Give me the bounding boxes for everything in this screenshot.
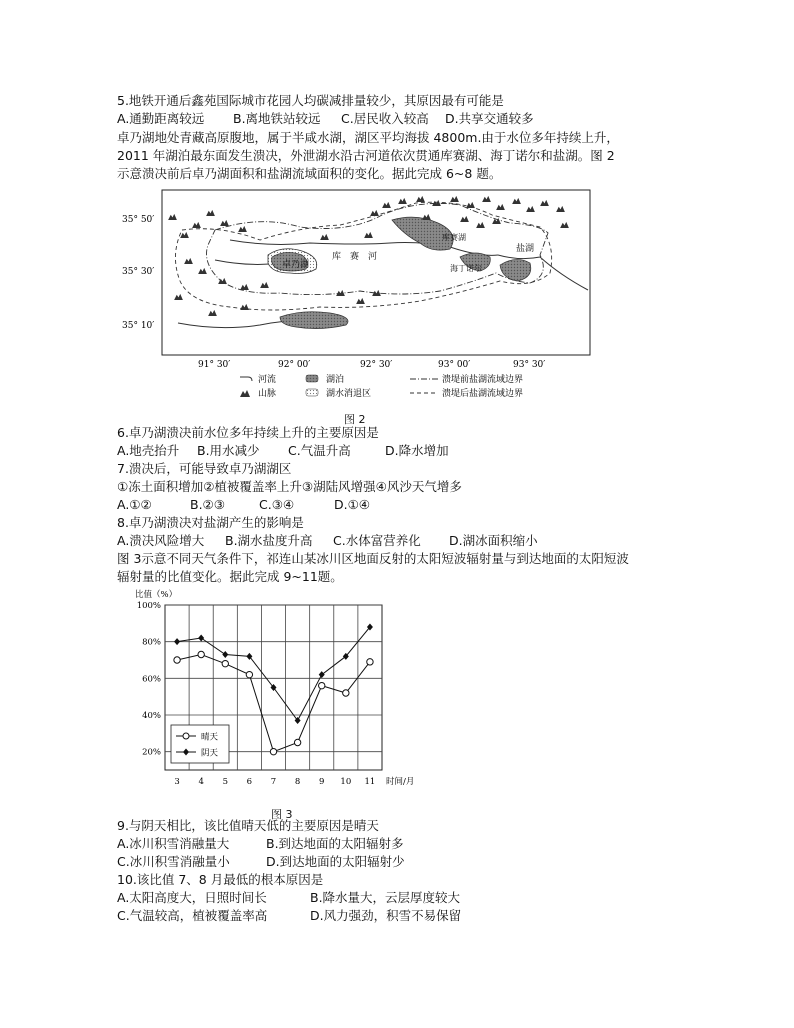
q8-option-c[interactable]: C.水体富营养化 xyxy=(333,533,421,548)
x-tick-label: 5 xyxy=(222,777,228,787)
y-tick-label: 20% xyxy=(142,747,161,758)
lon-label-4: 93° 00′ xyxy=(438,360,471,370)
label-haiding: 海丁诺尔 xyxy=(450,264,482,273)
data-point-sunny xyxy=(270,748,276,754)
q9-options-row-2 xyxy=(117,853,405,871)
x-tick-label: 3 xyxy=(174,777,180,787)
q7-stem: 7.溃决后，可能导致卓乃湖湖区 xyxy=(117,461,292,476)
q6-stem: 6.卓乃湖溃决前水位多年持续上升的主要原因是 xyxy=(117,425,379,440)
q8-stem: 8.卓乃湖溃决对盐湖产生的影响是 xyxy=(117,515,304,530)
q10-stem: 10.该比值 7、8 月最低的根本原因是 xyxy=(117,872,324,887)
q10-option-a[interactable]: A.太阳高度大，日照时间长 xyxy=(117,890,267,905)
q10-option-b[interactable]: B.降水量大，云层厚度较大 xyxy=(310,890,461,905)
q7-options xyxy=(117,496,370,514)
legend-lake-text: 湖泊 xyxy=(326,375,345,385)
legend-mountain-text: 山脉 xyxy=(258,389,277,399)
q7-option-b[interactable]: B.②③ xyxy=(190,497,225,512)
legend-retreat-text: 湖水消退区 xyxy=(326,389,372,399)
x-tick-label: 6 xyxy=(246,777,253,787)
lat-label-3: 35° 10′ xyxy=(122,321,155,331)
q7-option-a[interactable]: A.①② xyxy=(117,497,152,512)
q10-options-row-1 xyxy=(117,889,460,907)
figure-3-caption: 图 3 xyxy=(271,808,293,821)
passage1-line-1: 卓乃湖地处青藏高原腹地，属于半咸水湖，湖区平均海拔 4800m.由于水位多年持续上升， xyxy=(117,130,619,145)
legend-mountain-symbol xyxy=(240,390,250,397)
q9-option-b[interactable]: B.到达地面的太阳辐射多 xyxy=(266,836,404,851)
label-zhuonai: 卓乃湖 xyxy=(282,260,310,270)
legend-sunny-marker xyxy=(183,733,189,739)
label-kusai-river: 库 赛 河 xyxy=(332,252,378,262)
q5-option-a[interactable]: A.通勤距离较远 xyxy=(117,111,205,126)
lat-label-1: 35° 50′ xyxy=(122,215,155,225)
q6-option-d[interactable]: D.降水增加 xyxy=(385,443,449,458)
label-yanhu: 盐湖 xyxy=(516,244,535,254)
figure-2-map xyxy=(120,185,610,410)
q7-items: ①冻土面积增加②植被覆盖率上升③湖陆风增强④风沙天气增多 xyxy=(117,479,462,494)
q5-stem: 5.地铁开通后鑫苑国际城市花园人均碳减排量较少，其原因最有可能是 xyxy=(117,93,504,108)
q5-option-b[interactable]: B.离地铁站较远 xyxy=(233,111,321,126)
y-tick-label: 60% xyxy=(142,674,161,685)
x-tick-label: 4 xyxy=(198,777,204,787)
label-kusai-lake: 库赛湖 xyxy=(442,233,466,242)
q9-options-row-1 xyxy=(117,835,404,853)
legend-cloudy-label: 阴天 xyxy=(201,748,219,759)
x-axis-title: 时间/月 xyxy=(386,777,415,787)
q6-option-c[interactable]: C.气温升高 xyxy=(288,443,351,458)
q7-option-d[interactable]: D.①④ xyxy=(334,497,371,512)
data-point-sunny xyxy=(222,660,228,666)
q6-options xyxy=(117,442,449,460)
data-point-sunny xyxy=(367,659,373,665)
legend-boundary-before-text: 溃堤前盐湖流域边界 xyxy=(442,375,524,385)
passage1-line-3: 示意溃决前后卓乃湖面积和盐湖流域面积的变化。据此完成 6~8 题。 xyxy=(117,166,502,181)
chart-legend-box xyxy=(171,725,229,763)
q8-option-b[interactable]: B.湖水盐度升高 xyxy=(225,533,313,548)
data-point-sunny xyxy=(319,682,325,688)
lon-label-3: 92° 30′ xyxy=(360,360,393,370)
x-tick-label: 8 xyxy=(294,777,301,787)
figure-3-chart xyxy=(120,585,440,820)
legend-river-symbol xyxy=(240,377,252,381)
q7-option-c[interactable]: C.③④ xyxy=(259,497,295,512)
x-tick-label: 11 xyxy=(364,777,376,787)
lon-label-5: 93° 30′ xyxy=(513,360,546,370)
q8-option-d[interactable]: D.湖冰面积缩小 xyxy=(449,533,538,548)
q8-option-a[interactable]: A.溃决风险增大 xyxy=(117,533,205,548)
q10-options-row-2 xyxy=(117,907,461,925)
q6-option-b[interactable]: B.用水减少 xyxy=(197,443,260,458)
q9-option-d[interactable]: D.到达地面的太阳辐射少 xyxy=(266,854,405,869)
q5-option-c[interactable]: C.居民收入较高 xyxy=(341,111,429,126)
q5-options xyxy=(117,110,534,128)
q8-options xyxy=(117,532,538,550)
q9-stem: 9.与阴天相比，该比值晴天低的主要原因是晴天 xyxy=(117,818,379,833)
data-point-sunny xyxy=(246,671,252,677)
q6-option-a[interactable]: A.地壳抬升 xyxy=(117,443,180,458)
legend-river-text: 河流 xyxy=(258,375,277,385)
y-tick-label: 100% xyxy=(136,601,161,611)
lon-label-1: 91° 30′ xyxy=(198,360,231,370)
figure-2-caption: 图 2 xyxy=(344,413,366,426)
x-tick-label: 10 xyxy=(340,777,352,787)
legend-sunny-label: 晴天 xyxy=(201,732,219,743)
lon-label-2: 92° 00′ xyxy=(278,360,311,370)
q5-option-d[interactable]: D.共享交通较多 xyxy=(445,111,534,126)
y-tick-label: 80% xyxy=(142,637,161,648)
y-tick-label: 40% xyxy=(142,711,161,721)
q9-option-c[interactable]: C.冰川积雪消融量小 xyxy=(117,854,230,869)
map-legend xyxy=(240,373,523,399)
q9-option-a[interactable]: A.冰川积雪消融量大 xyxy=(117,836,230,851)
data-point-sunny xyxy=(343,690,349,696)
q10-option-c[interactable]: C.气温较高，植被覆盖率高 xyxy=(117,908,268,923)
data-point-sunny xyxy=(198,651,204,657)
legend-boundary-after-text: 溃堤后盐湖流域边界 xyxy=(442,389,524,399)
lat-label-2: 35° 30′ xyxy=(122,267,155,277)
y-axis-title: 比值（%） xyxy=(135,590,178,600)
x-tick-label: 9 xyxy=(319,777,325,787)
data-point-sunny xyxy=(174,657,180,663)
legend-retreat-symbol xyxy=(306,389,318,396)
passage2-line-2: 辐射量的比值变化。据此完成 9~11题。 xyxy=(117,569,343,584)
passage2-line-1: 图 3示意不同天气条件下，祁连山某冰川区地面反射的太阳短波辐射量与到达地面的太阳短波 xyxy=(117,551,629,566)
data-point-sunny xyxy=(294,739,300,745)
x-tick-label: 7 xyxy=(270,777,277,787)
legend-lake-symbol xyxy=(306,375,318,382)
passage1-line-2: 2011 年湖泊最东面发生溃决，外泄湖水沿古河道依次贯通库赛湖、海丁诺尔和盐湖。图 2 xyxy=(117,148,615,163)
q10-option-d[interactable]: D.风力强劲，积雪不易保留 xyxy=(310,908,462,923)
